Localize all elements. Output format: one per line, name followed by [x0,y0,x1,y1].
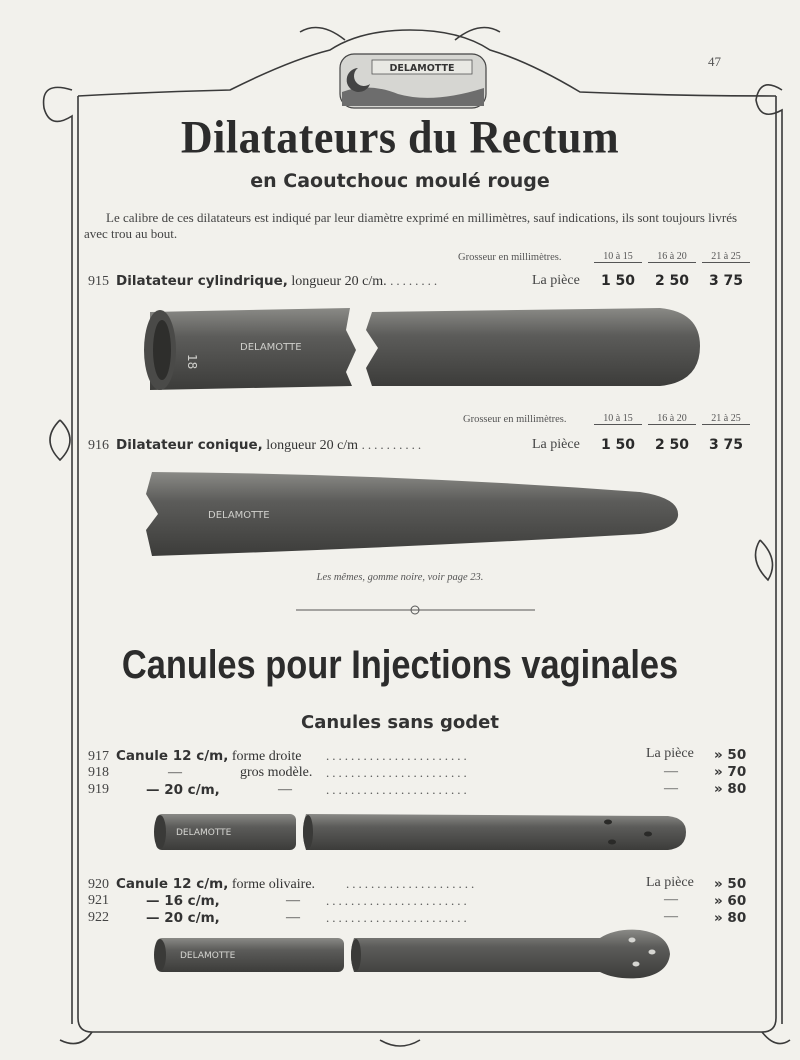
item-desc: forme olivaire. [231,877,316,892]
item-name: Dilatateur conique, [116,437,263,453]
size-col-1: 10 à 15 [594,251,642,263]
page-subtitle: en Caoutchouc moulé rouge [250,170,550,192]
item-915-row: 915 Dilatateur cylindrique, longueur 20 c/m. ........ [88,273,441,289]
page-number: 47 [708,54,721,69]
item-918-unit: — [664,764,678,779]
item-number: 922 [88,910,109,925]
logo-text: DELAMOTTE [389,63,455,74]
see-also-note: Les mêmes, gomme noire, voir page 23. [316,572,484,583]
item-917-unit: La pièce [646,746,694,761]
item-desc: — [286,910,300,925]
item-name: — 16 c/m, [146,893,220,909]
item-915-price-3: 3 75 [708,273,744,289]
brand-mark: DELAMOTTE [176,828,232,838]
leader-dots: ....................... [326,782,470,797]
item-919-unit: — [664,781,678,796]
size-col-2b: 16 à 20 [648,413,696,425]
section-subtitle-canules: Canules sans godet [301,712,499,733]
item-number: 915 [88,274,109,289]
leader-dots: ..................... [346,876,478,891]
item-919-price: » 80 [714,781,747,797]
item-917-price: » 50 [714,747,747,763]
item-920-price: » 50 [714,876,747,892]
size-header-2: Grosseur en millimètres. [463,414,567,425]
item-name: Canule 12 c/m, [116,876,229,892]
brand-mark: DELAMOTTE [240,342,302,353]
item-desc: gros modèle. [240,765,313,780]
intro-paragraph: Le calibre de ces dilatateurs est indiqué par leur diamètre exprimé en millimètres, sauf indications, ils sont toujours livrés avec trou au bout. [84,210,738,241]
item-name: Canule 12 c/m, [116,748,229,764]
item-number: 920 [88,877,109,892]
leader-dots: ....................... [326,910,470,925]
size-col-1b: 10 à 15 [594,413,642,425]
item-918-price: » 70 [714,764,747,780]
item-916-price-2: 2 50 [654,437,690,453]
item-916-row: 916 Dilatateur conique, longueur 20 c/m .......... [88,437,425,453]
item-name: — 20 c/m, [146,910,220,926]
item-desc: longueur 20 c/m [266,438,359,453]
item-name: — [168,765,182,780]
item-number: 921 [88,893,109,908]
item-916-price-1: 1 50 [600,437,636,453]
item-number: 916 [88,438,109,453]
item-desc: forme droite [231,749,302,764]
size-mark-18: 18 [185,354,199,370]
item-915-price-1: 1 50 [600,273,636,289]
leader-dots: ....................... [326,748,470,763]
item-915-price-2: 2 50 [654,273,690,289]
size-col-3: 21 à 25 [702,251,750,263]
item-number: 917 [88,749,109,764]
item-name: Dilatateur cylindrique, [116,273,288,289]
item-desc: longueur 20 c/m. [291,274,387,289]
size-header: Grosseur en millimètres. [458,252,562,263]
item-922-price: » 80 [714,910,747,926]
item-921-unit: — [664,892,678,907]
item-desc: — [286,893,300,908]
section-title-canules: Canules pour Injections vaginales [121,643,679,687]
item-number: 919 [88,782,109,797]
item-916-unit: La pièce [532,437,580,452]
brand-mark: DELAMOTTE [180,951,236,961]
item-921-price: » 60 [714,893,747,909]
item-number: 918 [88,765,109,780]
leader-dots: ....................... [326,893,470,908]
brand-mark: DELAMOTTE [208,510,270,521]
item-920-unit: La pièce [646,875,694,890]
size-col-3b: 21 à 25 [702,413,750,425]
size-col-2: 16 à 20 [648,251,696,263]
item-desc: — [278,782,292,797]
page-title: Dilatateurs du Rectum [180,111,620,164]
item-922-unit: — [664,909,678,924]
item-name: — 20 c/m, [146,782,220,798]
item-915-unit: La pièce [532,273,580,288]
leader-dots: ....................... [326,765,470,780]
item-916-price-3: 3 75 [708,437,744,453]
